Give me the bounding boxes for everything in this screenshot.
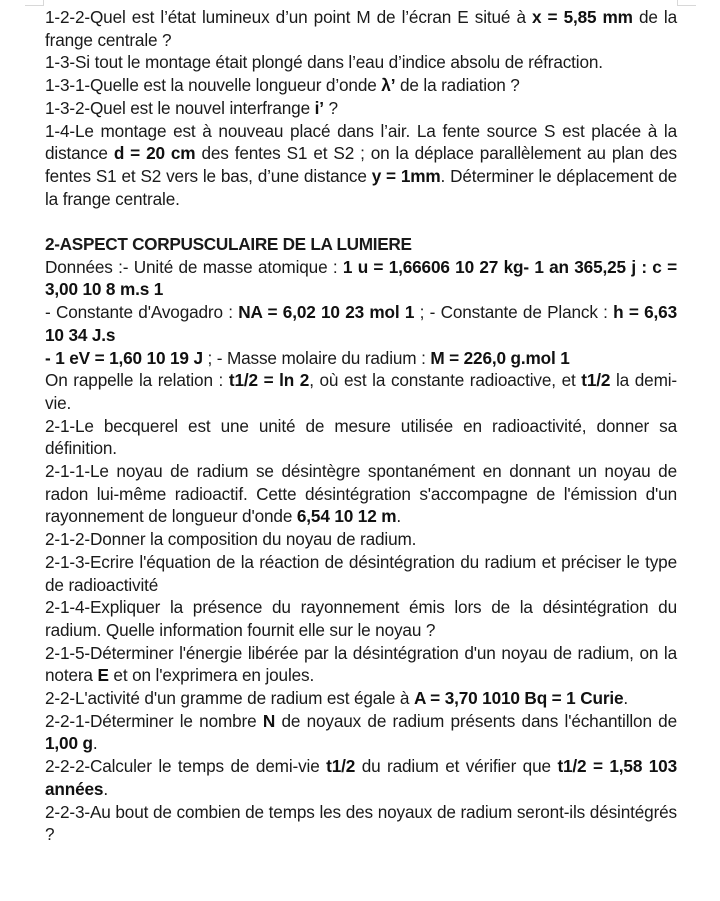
crop-mark-top-left [25,0,44,6]
paragraph-text: 2-2-L'activité d'un gramme de radium est égale à [45,688,414,709]
paragraph [45,596,677,641]
paragraph-text: 2-2-2-Calculer le temps de demi-vie [45,756,327,777]
document-page [45,6,677,846]
paragraph-text: , où est la constante radioactive, et [309,370,582,391]
paragraph-text: 2-1-3-Ecrire l'équation de la réaction de désintégration du radium et préciser le type de radioactivité [45,551,677,595]
paragraph-text: . [92,733,98,754]
paragraph-text: 1-4-Le montage est à nouveau placé dans l’air. La fente source S est placée à la distance [45,120,677,164]
paragraph [45,369,677,414]
bold-value: 1,00 g [45,733,93,754]
paragraph-text: de la radiation ? [395,75,520,96]
paragraph [45,801,677,846]
section-2-heading: 2-ASPECT CORPUSCULAIRE DE LA LUMIERE [45,234,412,255]
paragraph-text: ; - Masse molaire du radium : [202,347,431,368]
paragraph-text: 2-1-Le becquerel est une unité de mesure utilisée en radioactivité, donner sa définition. [45,415,677,459]
bold-value: i’ [314,97,324,118]
paragraph-text: 1-3-Si tout le montage était plongé dans l’eau d’indice absolu de réfraction. [45,52,603,73]
paragraph [45,6,677,51]
bold-value: t1/2 [326,756,356,777]
paragraph-text: Données :- Unité de masse atomique : [45,256,343,277]
bold-value: λ’ [381,75,396,96]
paragraph-text: 2-2-3-Au bout de combien de temps les des noyaux de radium seront-ils désintégrés ? [45,801,677,845]
bold-value: M = 226,0 g.mol 1 [430,347,570,368]
paragraph-text: de la frange centrale ? [45,7,677,50]
paragraph-text: . Déterminer le déplacement de la frange centrale. [45,165,678,209]
paragraph-text: 2-1-4-Expliquer la présence du rayonnement émis lors de la désintégration du radium. Quelle information fournit elle sur le noyau ? [45,597,677,640]
paragraph-text: . [623,688,629,709]
paragraph-text: des fentes S1 et S2 ; on la déplace parallèlement au plan des fentes S1 et S2 vers le bas, d’une distance [45,143,677,186]
bold-value: x = 5,85 mm [532,7,633,27]
bold-value: t1/2 [581,370,611,391]
paragraph [45,256,677,301]
bold-value: t1/2 = ln 2 [228,370,310,391]
paragraph-text: 2-1-5-Déterminer l'énergie libérée par la désintégration d'un noyau de radium, on la notera [45,642,677,686]
section-2-content [45,256,677,846]
paragraph-text: - Constante d'Avogadro : [45,302,239,323]
paragraph [45,74,677,97]
section-gap [45,210,677,233]
bold-value: - 1 eV = 1,60 10 19 J [45,347,203,368]
paragraph-text: du radium et vérifier que [355,756,558,777]
paragraph [45,687,677,710]
paragraph [45,710,677,755]
paragraph-text: 2-1-2-Donner la composition du noyau de radium. [45,529,417,550]
paragraph-text: ; - Constante de Planck : [414,302,614,323]
section-1-questions [45,6,677,210]
bold-value: t1/2 = 1,58 103 années [45,756,678,799]
bold-value: h = 6,63 10 34 J.s [45,302,677,345]
paragraph [45,460,677,528]
bold-value: N [262,710,276,731]
paragraph [45,301,677,346]
bold-value: E [97,665,109,686]
paragraph-text: ? [323,97,338,118]
bold-value: A = 3,70 1010 Bq = 1 Curie [413,688,624,709]
paragraph [45,551,677,596]
bold-value: y = 1mm [371,165,441,186]
bold-value: 6,54 10 12 m [296,506,397,527]
paragraph [45,51,677,74]
paragraph-text: de noyaux de radium présents dans l'échantillon de [275,710,677,731]
paragraph [45,415,677,460]
paragraph-text: . [103,778,108,799]
paragraph-text: 1-3-1-Quelle est la nouvelle longueur d’onde [45,75,382,96]
paragraph [45,528,677,551]
paragraph [45,642,677,687]
bold-value: 1 u = 1,66606 10 27 kg- 1 an 365,25 j : c = 3,00 10 8 m.s 1 [45,256,677,300]
bold-value: NA = 6,02 10 23 mol 1 [238,302,415,323]
paragraph [45,347,677,370]
paragraph [45,755,677,800]
paragraph-text: 2-2-1-Déterminer le nombre [45,710,263,731]
paragraph [45,120,677,211]
paragraph-text: 2-1-1-Le noyau de radium se désintègre spontanément en donnant un noyau de radon lui-même radioactif. Cette désintégration s'accompagne de l'émission d'un rayonnement de longueur d'onde [45,461,677,527]
paragraph-text: On rappelle la relation : [45,370,229,391]
bold-value: d = 20 cm [113,143,196,164]
paragraph-text: 1-2-2-Quel est l’état lumineux d’un point M de l’écran E situé à [45,7,532,27]
paragraph-text: . [396,506,402,527]
paragraph-text: et on l'exprimera en joules. [108,665,315,686]
crop-mark-top-right [677,0,696,6]
paragraph-text: 1-3-2-Quel est le nouvel interfrange [45,97,315,118]
paragraph [45,97,677,120]
paragraph-text: la demi-vie. [45,370,677,413]
